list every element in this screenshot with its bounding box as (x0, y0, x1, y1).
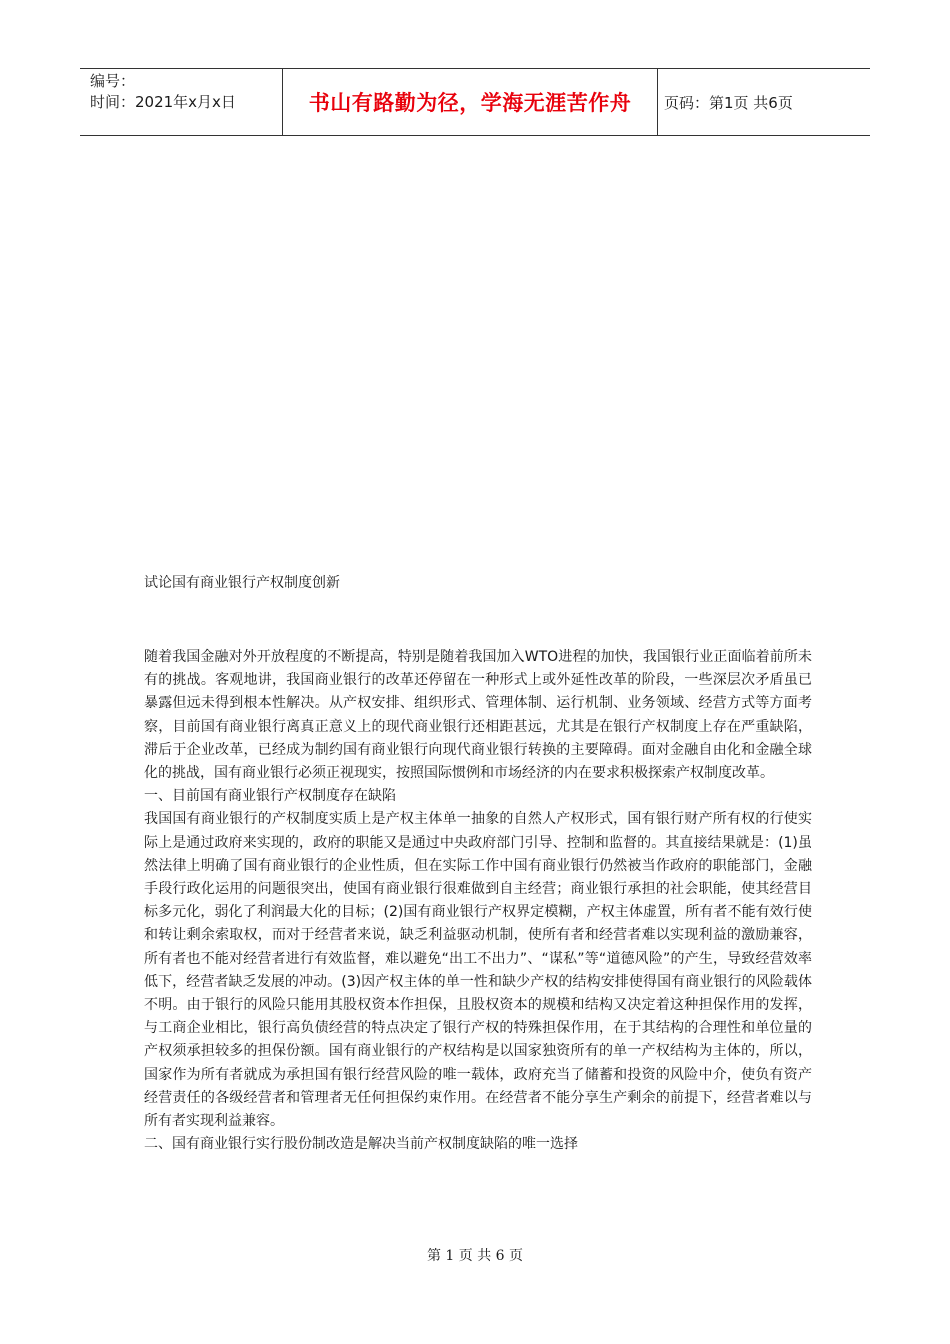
section-heading-1: 一、目前国有商业银行产权制度存在缺陷 (144, 788, 396, 805)
number-label: 编号： (90, 72, 136, 90)
document-title: 试论国有商业银行产权制度创新 (144, 575, 340, 591)
document-body (144, 646, 812, 1156)
section-1-paragraph: 我国国有商业银行的产权制度实质上是产权主体单一抽象的自然人产权形式，国有银行财产所有权的行使实际上是通过政府来实现的，政府的职能又是通过中央政府部门引导、控制和监督的。其直接结果就是：(1)虽然法律上明确了国有商业银行的企业性质，但在实际工作中国有商业银行仍然被当作政府的职能部门，金融手段行政化运用的问题很突出，使国有商业银行很难做到自主经营；商业银行承担的社会职能，使其经营目标多元化，弱化了利润最大化的目标；(2)国有商业银行产权界定模糊，产权主体虚置，所有者不能有效行使和转让剩余索取权，而对于经营者来说，缺乏利益驱动机制，使所有者和经营者难以实现利益的激励兼容，所有者也不能对经营者进行有效监督，难以避免“出工不出力”、“谋私”等“道德风险”的产生，导致经营效率低下，经营者缺乏发展的冲动。(3)因产权主体的单一性和缺少产权的结构安排使得国有商业银行的风险载体不明。由于银行的风险只能用其股权资本作担保，且股权资本的规模和结构又决定着这种担保作用的发挥，与工商企业相比，银行高负债经营的特点决定了银行产权的特殊担保作用，在于其结构的合理性和单位量的产权须承担较多的担保份额。国有商业银行的产权结构是以国家独资所有的单一产权结构为主体的，所以，国家作为所有者就成为承担国有银行经营风险的唯一载体，政府充当了储蓄和投资的风险中介，使负有资产经营责任的各级经营者和管理者无任何担保约束作用。在经营者不能分享生产剩余的前提下，经营者难以与所有者实现利益兼容。 (144, 811, 812, 1130)
header-table (80, 68, 870, 136)
intro-paragraph: 随着我国金融对外开放程度的不断提高，特别是随着我国加入WTO进程的加快，我国银行业正面临着前所未有的挑战。客观地讲，我国商业银行的改革还停留在一种形式上或外延性改革的阶段，一些深层次矛盾虽已暴露但远未得到根本性解决。从产权安排、组织形式、管理体制、运行机制、业务领域、经营方式等方面考察，目前国有商业银行离真正意义上的现代商业银行还相距甚远，尤其是在银行产权制度上存在严重缺陷，滞后于企业改革，已经成为制约国有商业银行向现代商业银行转换的主要障碍。面对金融自由化和金融全球化的挑战，国有商业银行必须正视现实，按照国际惯例和市场经济的内在要求积极探索产权制度改革。 (144, 649, 812, 782)
header-meta (80, 69, 283, 135)
page-footer: 第 1 页 共 6 页 (426, 1248, 524, 1264)
header-motto: 书山有路勤为径，学海无涯苦作舟 (283, 69, 658, 135)
section-heading-2: 二、国有商业银行实行股份制改造是解决当前产权制度缺陷的唯一选择 (144, 1136, 578, 1153)
header-page-info: 页码：第1页 共6页 (664, 93, 793, 112)
time-label: 时间：2021年x月x日 (90, 93, 236, 111)
